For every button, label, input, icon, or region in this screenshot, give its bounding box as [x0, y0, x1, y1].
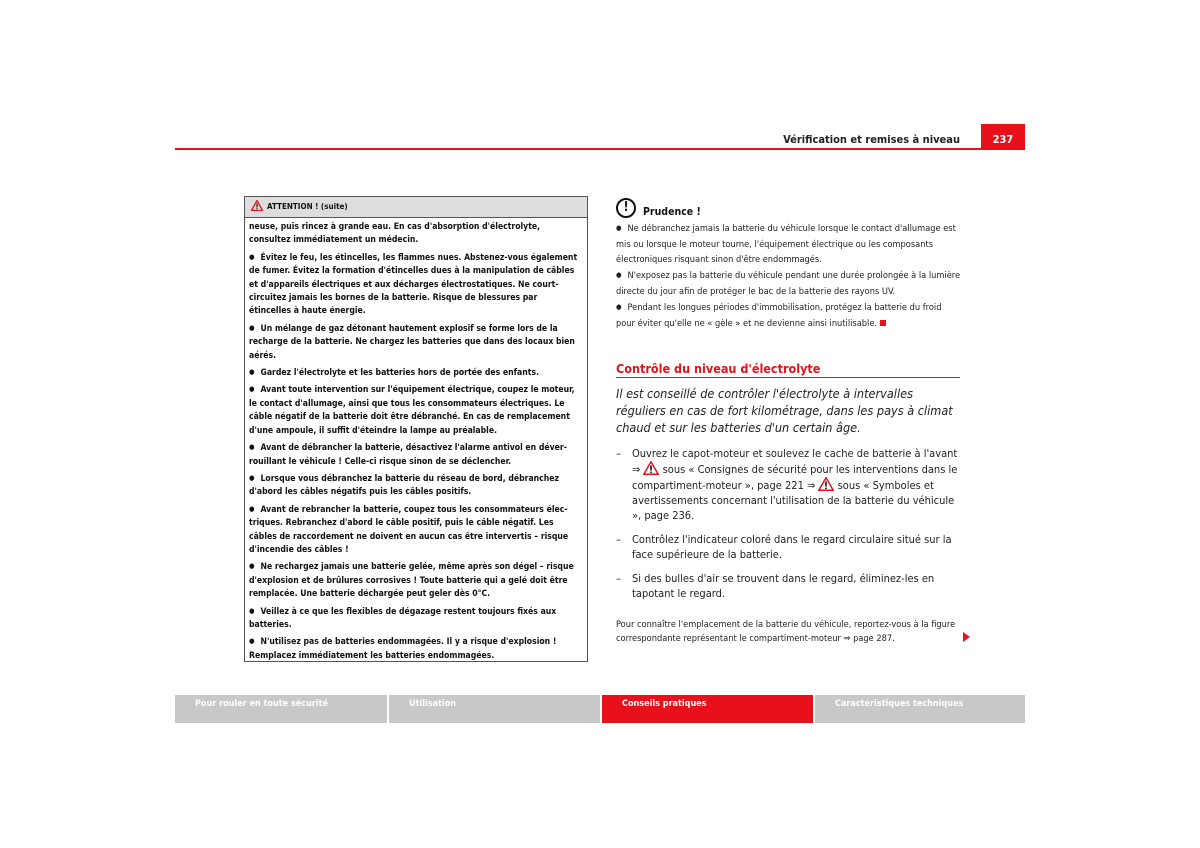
- warning-item: ● Avant toute intervention sur l'équipement électrique, coupez le moteur, le contact d'allumage, ainsi que tous les consommateurs électriques. Le câble négatif de la batterie doit être débranché. En cas de remplacement d'une ampoule, il suffit d'éteindre la lampe au préalable.: [249, 384, 582, 438]
- step-dash: –: [616, 447, 621, 460]
- page-header-title: Vérification et remises à niveau: [783, 133, 960, 146]
- procedure-step: [616, 532, 962, 562]
- prudence-item-text: Pendant les longues périodes d'immobilisation, protégez la batterie du froid pour éviter qu'elle ne « gèle » et ne devienne ainsi inutilisable.: [616, 302, 942, 329]
- warning-item: ● Un mélange de gaz détonant hautement explosif se forme lors de la recharge de la batterie. Ne chargez les batteries que dans des locaux bien aérés.: [249, 323, 582, 363]
- nav-tab-securite[interactable]: Pour rouler en toute sécurité: [175, 695, 387, 723]
- step-text: Contrôlez l'indicateur coloré dans le regard circulaire situé sur la face supérieure de la batterie.: [632, 533, 952, 561]
- step-text: sous « Consignes de sécurité pour les interventions dans le compartiment-moteur », page 221: [632, 463, 958, 492]
- prudence-item: ● N'exposez pas la batterie du véhicule pendant une durée prolongée à la lumière directe du jour afin de protéger le bac de la batterie des rayons UV.: [616, 268, 961, 299]
- continue-arrow-icon: [963, 632, 970, 642]
- section-intro: Il est conseillé de contrôler l'électrolyte à intervalles réguliers en cas de fort kilométrage, dans les pays à climat chaud et sur les batteries d'un certain âge.: [616, 386, 953, 435]
- section-end-marker: [880, 320, 886, 326]
- warning-item: ● N'utilisez pas de batteries endommagées. Il y a risque d'explosion ! Remplacez immédiatement les batteries endommagées.: [249, 636, 582, 663]
- warning-box-heading: ATTENTION ! (suite): [267, 202, 348, 211]
- prudence-body: [616, 221, 961, 332]
- procedure-step: [616, 571, 962, 601]
- header-rule: [175, 148, 981, 150]
- step-text: Ouvrez le capot-moteur et soulevez le cache de batterie à l'avant: [632, 447, 958, 460]
- step-dash: –: [616, 572, 621, 585]
- page-number: 237: [992, 133, 1014, 146]
- warning-item: ● Ne rechargez jamais une batterie gelée, même après son dégel – risque d'explosion et de brûlures corrosives ! Toute batterie qui a gelé doit être remplacée. Une batterie déchargée peut geler dès 0°C.: [249, 561, 582, 601]
- warning-item: ● Avant de rebrancher la batterie, coupez tous les consommateurs électriques. Rebranchez d'abord le câble positif, puis le câble négatif. Les câbles de raccordement ne doivent en aucun cas être intervertis – risque d'incendie des câbles !: [249, 504, 582, 558]
- prudence-item: ● Ne débranchez jamais la batterie du véhicule lorsque le contact d'allumage est mis ou lorsque le moteur tourne, l'équipement électrique ou les composants électroniques risquant sinon d'être endommagés.: [616, 221, 961, 267]
- page-number-badge: [981, 124, 1025, 150]
- warning-triangle-icon: [818, 477, 834, 491]
- warning-lead-text: neuse, puis rincez à grande eau. En cas d'absorption d'électrolyte, consultez immédiatement un médecin.: [249, 222, 541, 246]
- nav-tab-conseils-pratiques[interactable]: Conseils pratiques: [602, 695, 813, 723]
- step-text: Si des bulles d'air se trouvent dans le regard, éliminez-les en tapotant le regard.: [632, 572, 935, 600]
- warning-item: ● Lorsque vous débranchez la batterie du réseau de bord, débranchez d'abord les câbles négatifs puis les câbles positifs.: [249, 473, 582, 500]
- step-text: sous « Symboles et avertissements concernant l'utilisation de la batterie du véhicule », page 236.: [632, 479, 955, 522]
- warning-box-header: [245, 197, 587, 218]
- prudence-title: Prudence !: [643, 206, 701, 218]
- section-footnote: Pour connaître l'emplacement de la batterie du véhicule, reportez-vous à la figure correspondante représentant le compartiment-moteur ⇒ page 287.: [616, 619, 956, 644]
- procedure-steps: [616, 446, 962, 610]
- warning-triangle-icon: [251, 200, 263, 211]
- nav-tab-utilisation[interactable]: Utilisation: [389, 695, 600, 723]
- section-title: Contrôle du niveau d'électrolyte: [616, 361, 821, 376]
- warning-box-body: [245, 218, 587, 663]
- procedure-step: [616, 446, 962, 523]
- prudence-item: [616, 300, 961, 331]
- warning-box: [244, 196, 588, 662]
- warning-item: ● Avant de débrancher la batterie, désactivez l'alarme antivol en déverrouillant le véhicule ! Celle-ci risque sinon de se déclencher.: [249, 442, 582, 469]
- warning-triangle-icon: [643, 461, 659, 475]
- warning-item: ● Gardez l'électrolyte et les batteries hors de portée des enfants.: [249, 367, 582, 380]
- cross-ref-arrow: ⇒: [807, 479, 816, 492]
- warning-item: ● Veillez à ce que les flexibles de dégazage restent toujours fixés aux batteries.: [249, 606, 582, 633]
- section-rule: [616, 377, 960, 378]
- caution-exclamation-icon: !: [616, 198, 636, 218]
- warning-item: ● Évitez le feu, les étincelles, les flammes nues. Abstenez-vous également de fumer. Évitez la formation d'étincelles dues à la manipulation de câbles et d'appareils électriques et aux décharges électrostatiques. Ne court-circuitez jamais les bornes de la batterie. Risque de blessures par étincelles à haute énergie.: [249, 252, 582, 319]
- cross-ref-arrow: ⇒: [632, 463, 641, 476]
- chapter-nav-bar: [175, 695, 1025, 723]
- nav-tab-caracteristiques[interactable]: Caractéristiques techniques: [815, 695, 1025, 723]
- step-dash: –: [616, 533, 621, 546]
